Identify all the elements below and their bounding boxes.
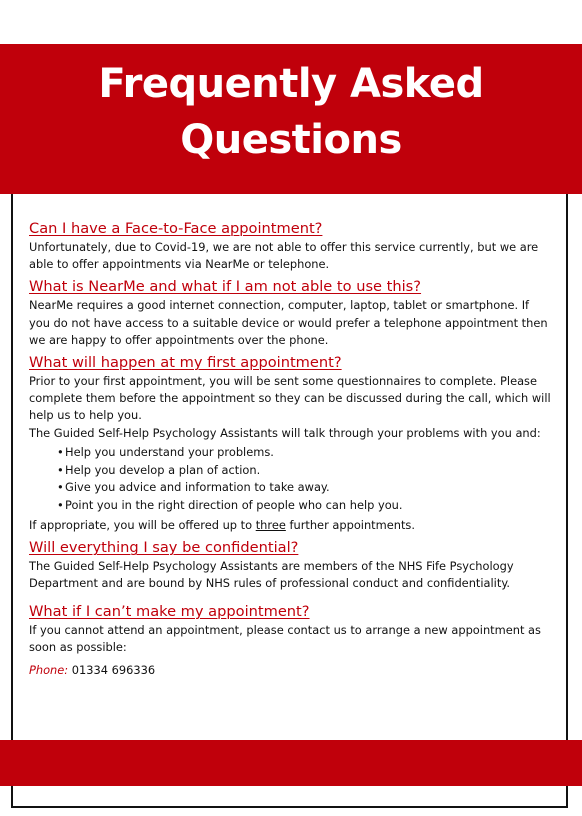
spacer [29,593,552,602]
contact-phone [29,662,552,679]
list-item-text: Help you understand your problems. [65,444,274,459]
faq-answer: The Guided Self-Help Psychology Assistants are members of the NHS Fife Psychology Department and are bound by NHS rules of professional conduct and confidentiality. [29,559,514,591]
list-item [57,497,552,515]
faq-question: Will everything I say be confidential? [29,539,299,557]
faq-question: What is NearMe and what if I am not able to use this? [29,278,422,296]
page-title [0,56,582,168]
list-item [57,444,552,462]
bullet-icon: • [57,498,64,513]
bullet-icon: • [57,480,64,495]
closing-text-emphasis: three [255,518,286,533]
faq-item-nearme [29,277,552,349]
list-item [57,479,552,497]
faq-answer: Prior to your first appointment, you will be sent some questionnaires to complete. Please complete them before the appointment so they can be discussed during the call, which will help us to help you. [29,374,551,423]
list-item-text: Give you advice and information to take away. [65,480,330,495]
faq-item-face-to-face [29,219,552,273]
faq-answer: The Guided Self-Help Psychology Assistants will talk through your problems with you and: [29,425,541,440]
faq-answer: NearMe requires a good internet connection, computer, laptop, tablet or smartphone. If you do not have access to a suitable device or would prefer a telephone appointment then we are happy to offer appointments over the phone. [29,298,548,347]
phone-number[interactable]: 01334 696336 [71,663,156,678]
bullet-list [57,444,552,515]
page-title-line-1: Frequently Asked [98,61,484,107]
list-item-text: Help you develop a plan of action. [65,462,261,477]
closing-text-end: further appointments. [285,518,415,533]
faq-answer: If you cannot attend an appointment, please contact us to arrange a new appointment as soon as possible: [29,622,541,654]
faq-item-confidential [29,538,552,592]
faq-list [29,219,552,679]
bullet-icon: • [57,462,64,477]
faq-answer: Unfortunately, due to Covid-19, we are not able to offer this service currently, but we are able to offer appointments via NearMe or telephone. [29,240,539,272]
list-item-text: Point you in the right direction of people who can help you. [65,498,403,513]
faq-question: Can I have a Face-to-Face appointment? [29,220,323,237]
bullet-icon: • [57,444,64,459]
faq-item-first-appointment [29,353,552,534]
faq-question: What will happen at my first appointment? [29,354,342,372]
closing-text-start: If appropriate, you will be offered up to [29,518,256,533]
phone-label: Phone: [29,663,69,678]
faq-answer-closing [29,517,552,534]
footer-banner [0,740,582,786]
faq-item-cancel [29,602,552,680]
list-item [57,462,552,480]
page-title-line-2: Questions [180,117,402,163]
faq-question: What if I can’t make my appointment? [29,602,310,620]
